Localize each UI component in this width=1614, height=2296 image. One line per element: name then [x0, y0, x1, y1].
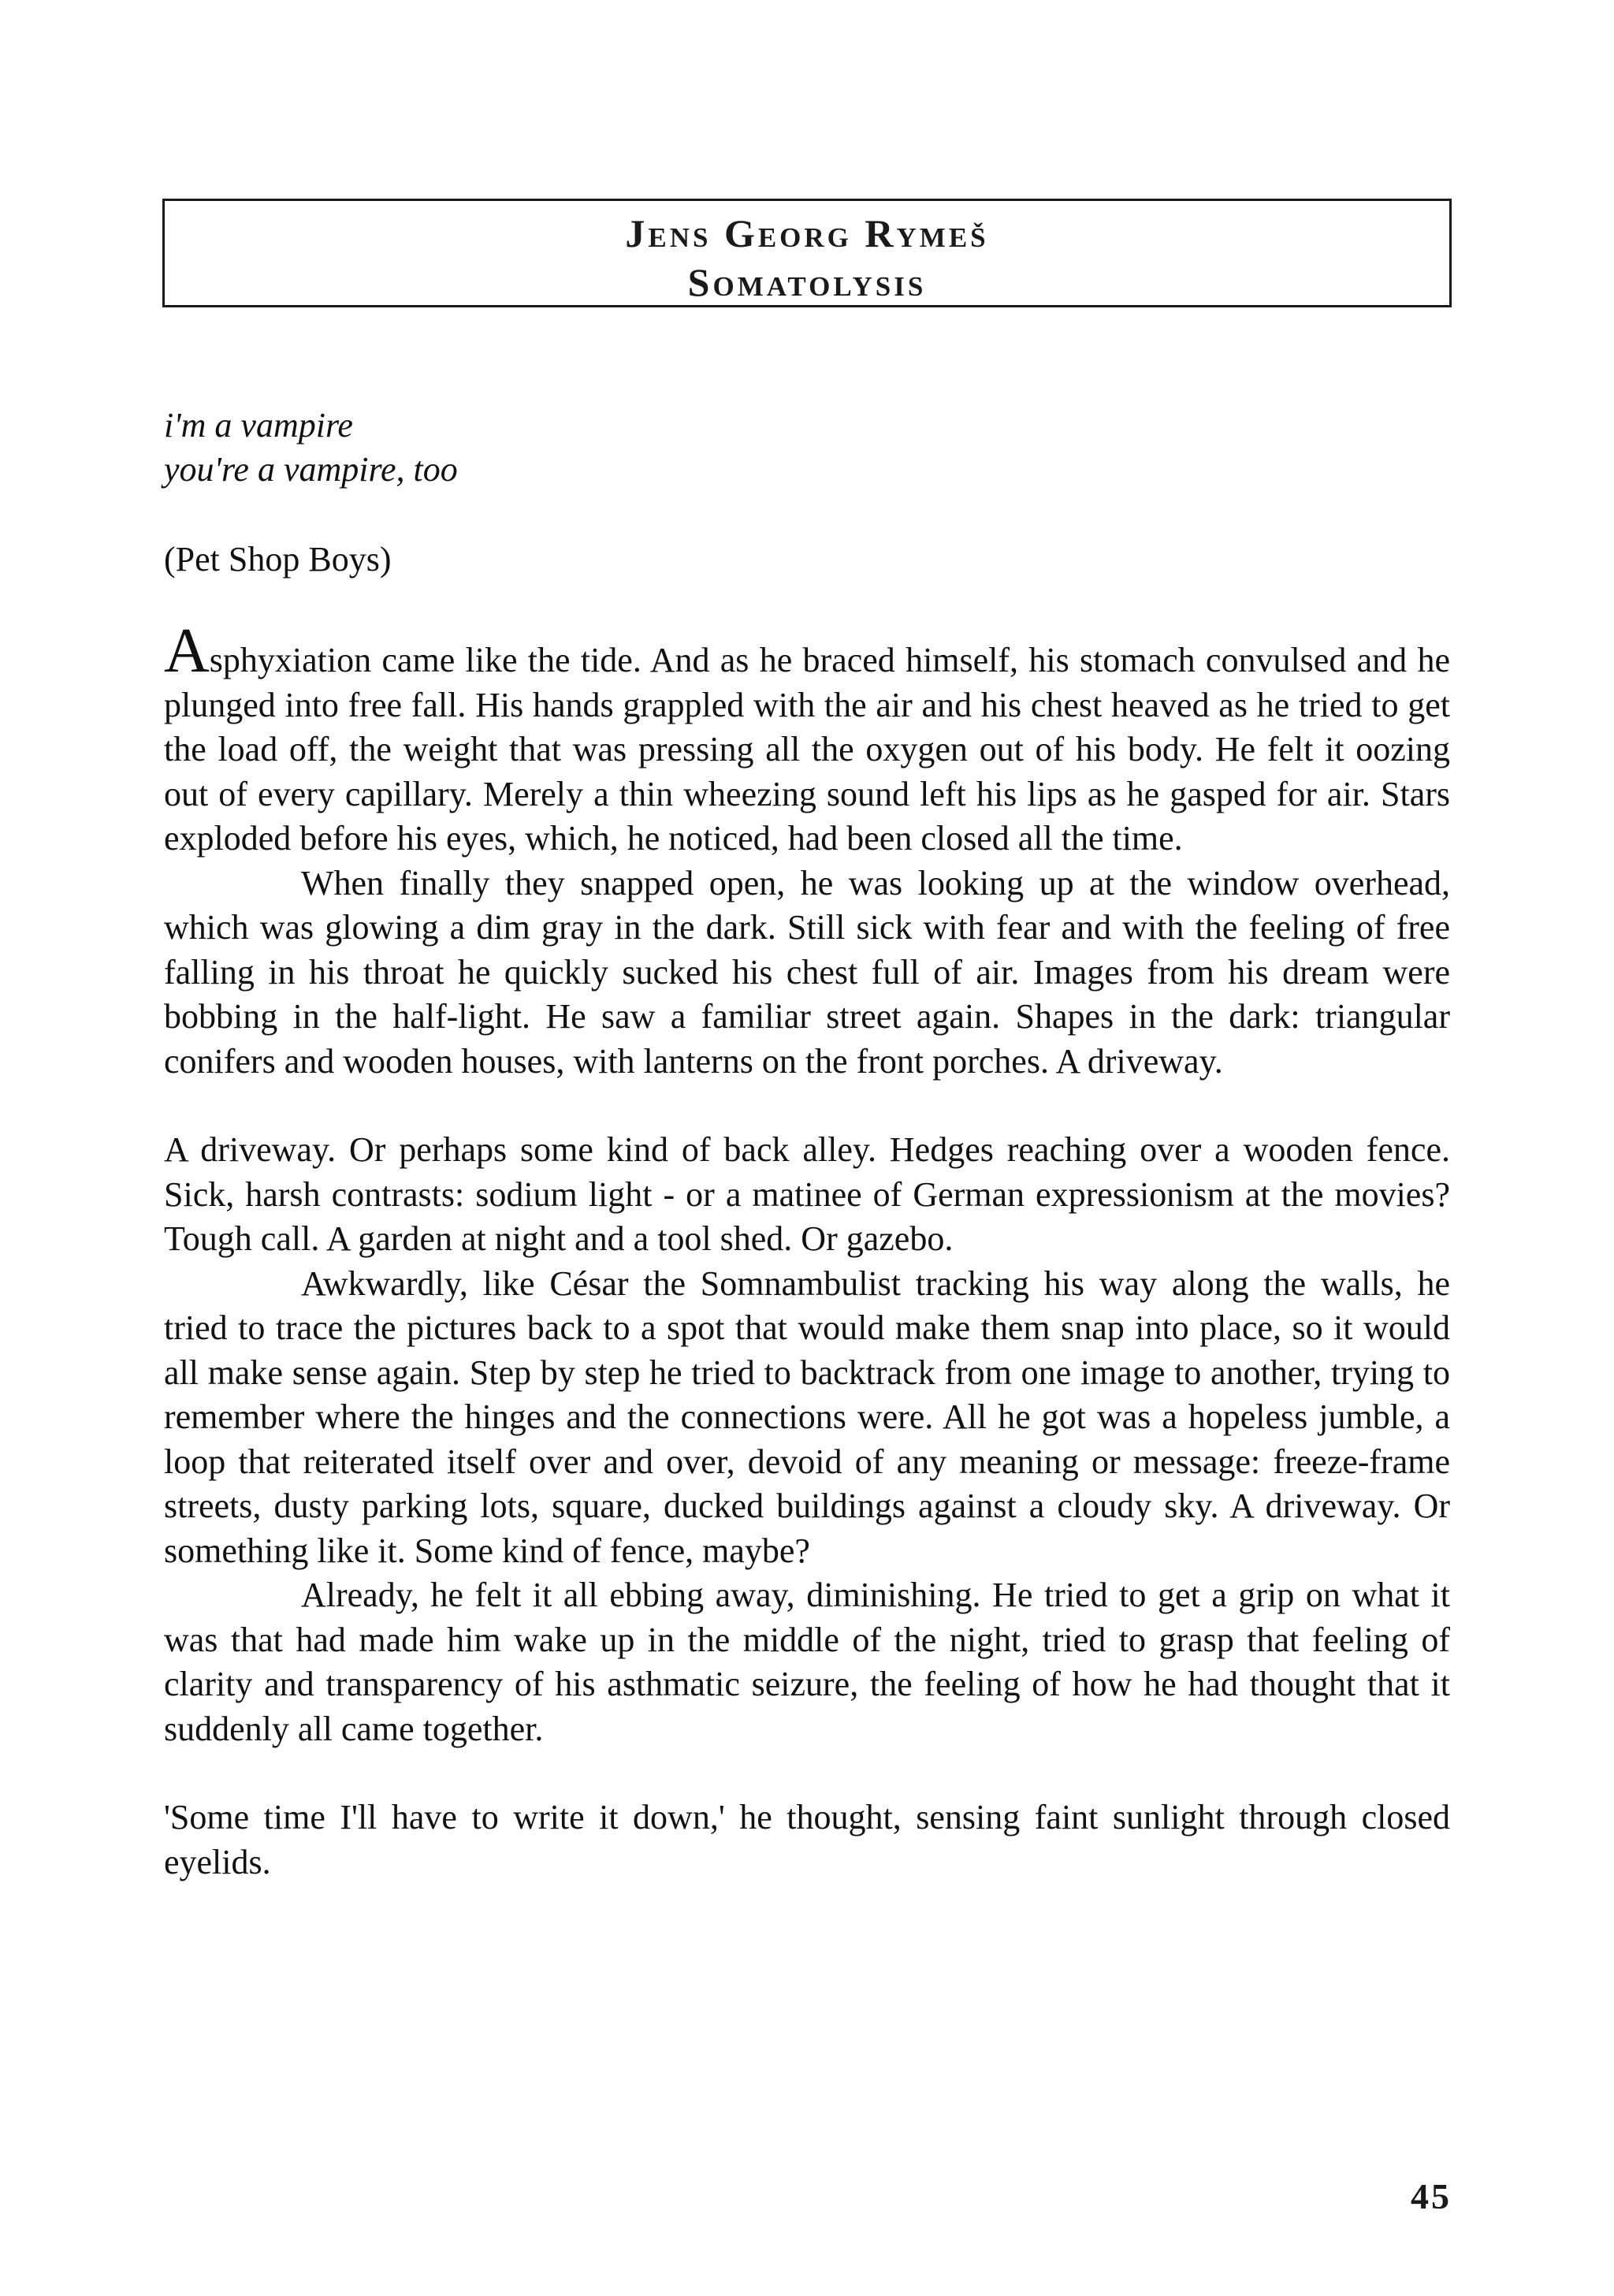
paragraph-3: A driveway. Or perhaps some kind of back alley. Hedges reaching over a wooden fence. Sick, harsh contrasts: sodium light - or a matinee of German expressionism at the movies? Tough call. A garden at night and a tool shed. Or gazebo. [164, 1130, 1450, 1258]
story-title: Somatolysis [687, 260, 927, 304]
paragraph-4: Awkwardly, like César the Somnambulist tracking his way along the walls, he tried to trace the pictures back to a spot that would make them snap into place, so it would all make sense again. Step by step he tried to backtrack from one image to another, trying to remember where the hinges and the connections were. All he got was a hopeless jumble, a loop that reiterated itself over and over, devoid of any meaning or message: freeze-frame streets, dusty parking lots, square, ducked buildings against a cloudy sky. A driveway. Or something like it. Some kind of fence, maybe? [164, 1263, 1450, 1570]
title-box [162, 199, 1452, 307]
page-number: 45 [1411, 2176, 1452, 2216]
epigraph-source: (Pet Shop Boys) [164, 540, 392, 579]
author-name: Jens Georg Rymeš [625, 211, 989, 255]
paragraph-5: Already, he felt it all ebbing away, diminishing. He tried to get a grip on what it was that had made him wake up in the middle of the night, tried to grasp that feeling of clarity and transparency of his asthmatic seizure, the feeling of how he had thought that it suddenly all came together. [164, 1576, 1450, 1748]
drop-cap: A [164, 616, 210, 686]
paragraph-1-text: sphyxiation came like the tide. And as he braced himself, his stomach convulsed and he plunged into free fall. His hands grappled with the air and his chest heaved as he tried to get the load off, the weight that was pressing all the oxygen out of his body. He felt it oozing out of every capillary. Merely a thin wheezing sound left his lips as he gasped for air. Stars exploded before his eyes, which, he noticed, had been closed all the time. [164, 641, 1450, 858]
paragraph-1 [164, 616, 1450, 861]
epigraph-line-2: you're a vampire, too [164, 450, 458, 489]
paragraph-2: When finally they snapped open, he was looking up at the window overhead, which was glowing a dim gray in the dark. Still sick with fear and with the feeling of free falling in his throat he quickly sucked his chest full of air. Images from his dream were bobbing in the half-light. He saw a familiar street again. Shapes in the dark: triangular conifers and wooden houses, with lanterns on the front porches. A driveway. [164, 863, 1450, 1081]
epigraph-line-1: i'm a vampire [164, 406, 353, 445]
paragraph-6: 'Some time I'll have to write it down,' he thought, sensing faint sunlight through closed eyelids. [164, 1798, 1450, 1881]
epigraph [164, 404, 1450, 492]
story-body [164, 616, 1450, 1885]
